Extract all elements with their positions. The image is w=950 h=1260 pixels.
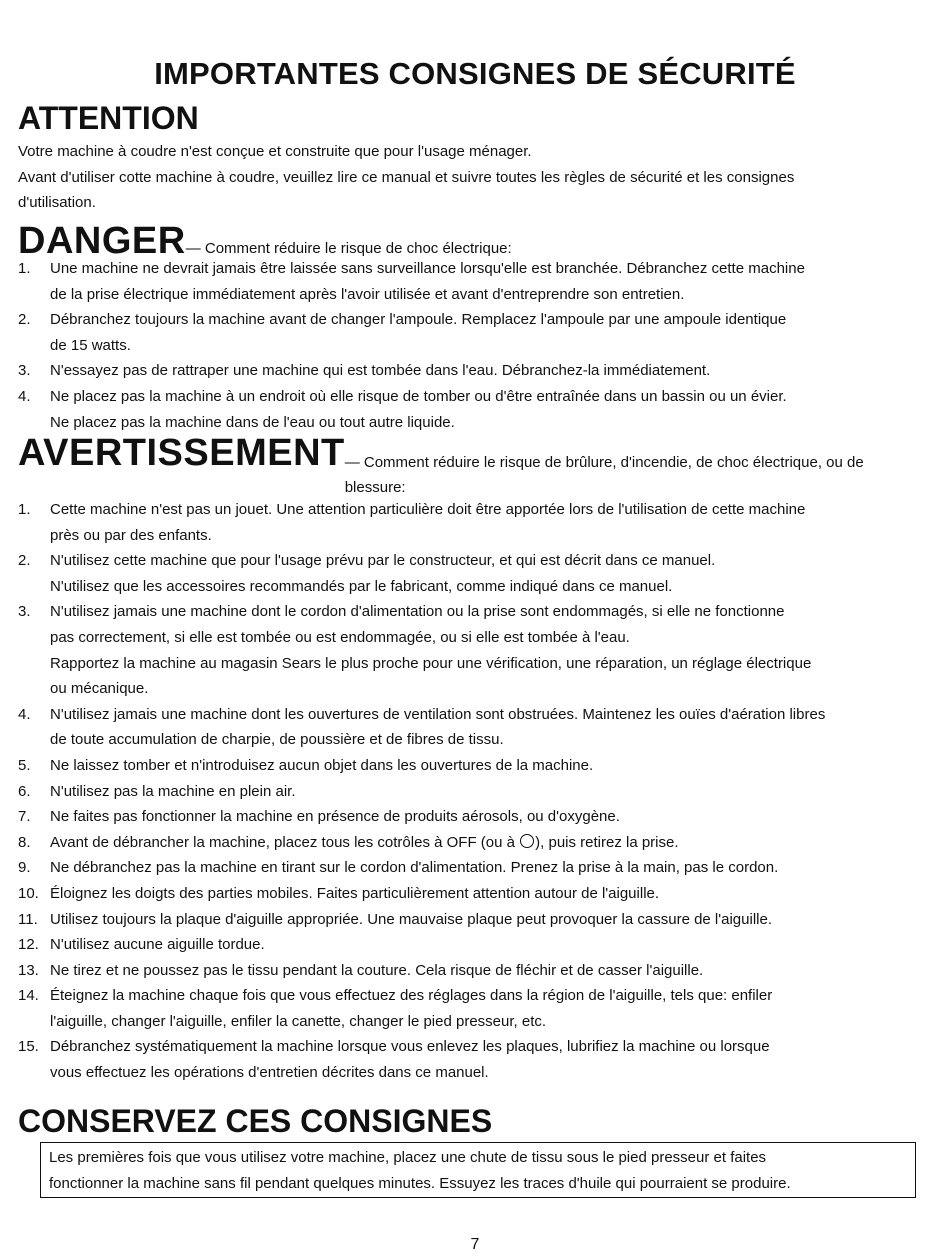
avertissement-item [18, 702, 938, 753]
avertissement-item-text: Rapportez la machine au magasin Sears le plus proche pour une vérification, une réparation, un réglage électrique [50, 654, 812, 672]
attention-text-line2b: d'utilisation. [18, 194, 96, 211]
avertissement-item-number: 15. [18, 1038, 39, 1056]
avertissement-item-text: Éloignez les doigts des parties mobiles. Faites particulièrement attention autour de l'aiguille. [50, 884, 660, 902]
avertissement-item-text: pas correctement, si elle est tombée ou est endommagée, ou si elle est tombée à l'eau. [50, 628, 630, 646]
notice-line2: fonctionner la machine sans fil pendant quelques minutes. Essuyez les traces d'huile qui pourraient se produire. [49, 1175, 791, 1192]
attention-text-line2 [18, 165, 938, 215]
avertissement-item-number: 4. [18, 705, 31, 723]
avertissement-item-text [50, 830, 938, 856]
avertissement-item-text: Éteignez la machine chaque fois que vous effectuez des réglages dans la région de l'aiguille, tels que: enfiler [50, 987, 773, 1005]
off-circle-icon [520, 834, 534, 848]
danger-subtitle: — Comment réduire le risque de choc électrique: [185, 240, 512, 257]
avertissement-item [18, 830, 938, 856]
avertissement-item [18, 753, 938, 779]
avertissement-item-number: 9. [18, 859, 31, 877]
avertissement-item-number: 11. [18, 910, 38, 928]
avertissement-subtitle: — Comment réduire le risque de brûlure, d'incendie, de choc électrique, ou de blessure: [344, 454, 864, 496]
page-number: 7 [470, 1236, 480, 1253]
avertissement-item-text: N'utilisez que les accessoires recommandés par le fabricant, comme indiqué dans ce manuel. [50, 577, 673, 595]
avertissement-item [18, 983, 938, 1034]
avertissement-item-text: de toute accumulation de charpie, de poussière et de fibres de tissu. [50, 731, 504, 749]
avertissement-item-text-part: Avant de débrancher la machine, placez tous les cotrôles à OFF (ou à [50, 833, 520, 851]
danger-item-text: Ne placez pas la machine à un endroit où elle risque de tomber ou d'être entraînée dans un bassin ou un évier. [50, 387, 787, 405]
avertissement-item [18, 881, 938, 907]
danger-heading: DANGER [18, 220, 186, 262]
avertissement-item [18, 1034, 938, 1085]
danger-item-text: N'essayez pas de rattraper une machine qui est tombée dans l'eau. Débranchez-la immédiatement. [50, 362, 711, 380]
danger-list [18, 256, 938, 435]
avertissement-item-number: 2. [18, 552, 31, 570]
avertissement-item-text: Utilisez toujours la plaque d'aiguille appropriée. Une mauvaise plaque peut provoquer la cassure de l'aiguille. [50, 910, 772, 928]
avertissement-item-number: 1. [18, 501, 31, 518]
avertissement-item-text: Cette machine n'est pas un jouet. Une attention particulière doit être apportée lors de l'utilisation de cette machine [50, 501, 806, 518]
danger-item-text: de la prise électrique immédiatement après l'avoir utilisée et avant d'entreprendre son entretien. [50, 285, 685, 303]
avertissement-item-text: N'utilisez pas la machine en plein air. [50, 782, 296, 800]
avertissement-item-number: 14. [18, 987, 39, 1005]
danger-item [18, 256, 938, 307]
avertissement-item-text: N'utilisez jamais une machine dont les ouvertures de ventilation sont obstruées. Maintenez les ouïes d'aération libres [50, 705, 826, 723]
danger-item [18, 307, 938, 358]
avertissement-item-text: N'utilisez jamais une machine dont le cordon d'alimentation ou la prise sont endommagés, si elle ne fonctionne [50, 603, 785, 621]
page-title: IMPORTANTES CONSIGNES DE SÉCURITÉ [154, 56, 796, 91]
avertissement-item-text: Ne laissez tomber et n'introduisez aucun objet dans les ouvertures de la machine. [50, 756, 594, 774]
avertissement-item [18, 932, 938, 958]
avertissement-list [18, 497, 938, 1086]
danger-item-text: Une machine ne devrait jamais être laissée sans surveillance lorsqu'elle est branchée. Débranchez cette machine [50, 260, 805, 277]
avertissement-heading-block [18, 432, 938, 500]
danger-item-text: Ne placez pas la machine dans de l'eau ou tout autre liquide. [50, 413, 455, 431]
avertissement-item-number: 8. [18, 833, 31, 851]
avertissement-item-text: N'utilisez cette machine que pour l'usage prévu par le constructeur, et qui est décrit dans ce manuel. [50, 552, 716, 570]
avertissement-item-text: Débranchez systématiquement la machine lorsque vous enlevez les plaques, lubrifiez la machine ou lorsque [50, 1038, 770, 1056]
attention-text-line2a: Avant d'utiliser cotte machine à coudre, veuillez lire ce manual et suivre toutes les règles de sécurité et les consignes [18, 169, 795, 186]
notice-line1: Les premières fois que vous utilisez votre machine, placez une chute de tissu sous le pied presseur et faites [49, 1149, 767, 1166]
avertissement-item-text: Ne tirez et ne poussez pas le tissu pendant la couture. Cela risque de fléchir et de casser l'aiguille. [50, 961, 704, 979]
avertissement-item-number: 12. [18, 936, 39, 954]
avertissement-item-number: 10. [18, 884, 39, 902]
attention-heading: ATTENTION [18, 100, 199, 136]
danger-item-text: Débranchez toujours la machine avant de changer l'ampoule. Remplacez l'ampoule par une ampoule identique [50, 311, 787, 329]
danger-item-number: 3. [18, 362, 31, 380]
avertissement-item-text: près ou par des enfants. [50, 526, 212, 544]
avertissement-item-number: 13. [18, 961, 39, 979]
attention-text-line1: Votre machine à coudre n'est conçue et construite que pour l'usage ménager. [18, 143, 532, 160]
avertissement-item [18, 958, 938, 984]
avertissement-item [18, 855, 938, 881]
avertissement-item-number: 7. [18, 808, 31, 826]
danger-item [18, 358, 938, 384]
avertissement-item-text: N'utilisez aucune aiguille tordue. [50, 936, 265, 954]
danger-item-number: 4. [18, 387, 31, 405]
avertissement-item [18, 907, 938, 933]
avertissement-item-number: 3. [18, 603, 31, 621]
avertissement-item [18, 599, 938, 701]
avertissement-item-text-part: ), puis retirez la prise. [535, 833, 679, 851]
avertissement-item [18, 779, 938, 805]
danger-item-text: de 15 watts. [50, 336, 131, 354]
avertissement-item-text: ou mécanique. [50, 680, 149, 698]
danger-item-number: 1. [18, 260, 31, 277]
conserve-heading: CONSERVEZ CES CONSIGNES [18, 1103, 493, 1139]
avertissement-item-number: 5. [18, 756, 31, 774]
danger-item [18, 384, 938, 435]
avertissement-item [18, 804, 938, 830]
notice-box [40, 1142, 916, 1198]
avertissement-item-number: 6. [18, 782, 31, 800]
avertissement-item-text: Ne faites pas fonctionner la machine en présence de produits aérosols, ou d'oxygène. [50, 808, 620, 826]
danger-item-number: 2. [18, 311, 31, 329]
avertissement-item-text: vous effectuez les opérations d'entretien décrites dans ce manuel. [50, 1064, 489, 1082]
avertissement-item-text: l'aiguille, changer l'aiguille, enfiler la canette, changer le pied presseur, etc. [50, 1012, 547, 1030]
avertissement-item-text: Ne débranchez pas la machine en tirant sur le cordon d'alimentation. Prenez la prise à la main, pas le cordon. [50, 859, 779, 877]
avertissement-item [18, 548, 938, 599]
avertissement-heading: AVERTISSEMENT [18, 432, 345, 474]
avertissement-item [18, 497, 938, 548]
